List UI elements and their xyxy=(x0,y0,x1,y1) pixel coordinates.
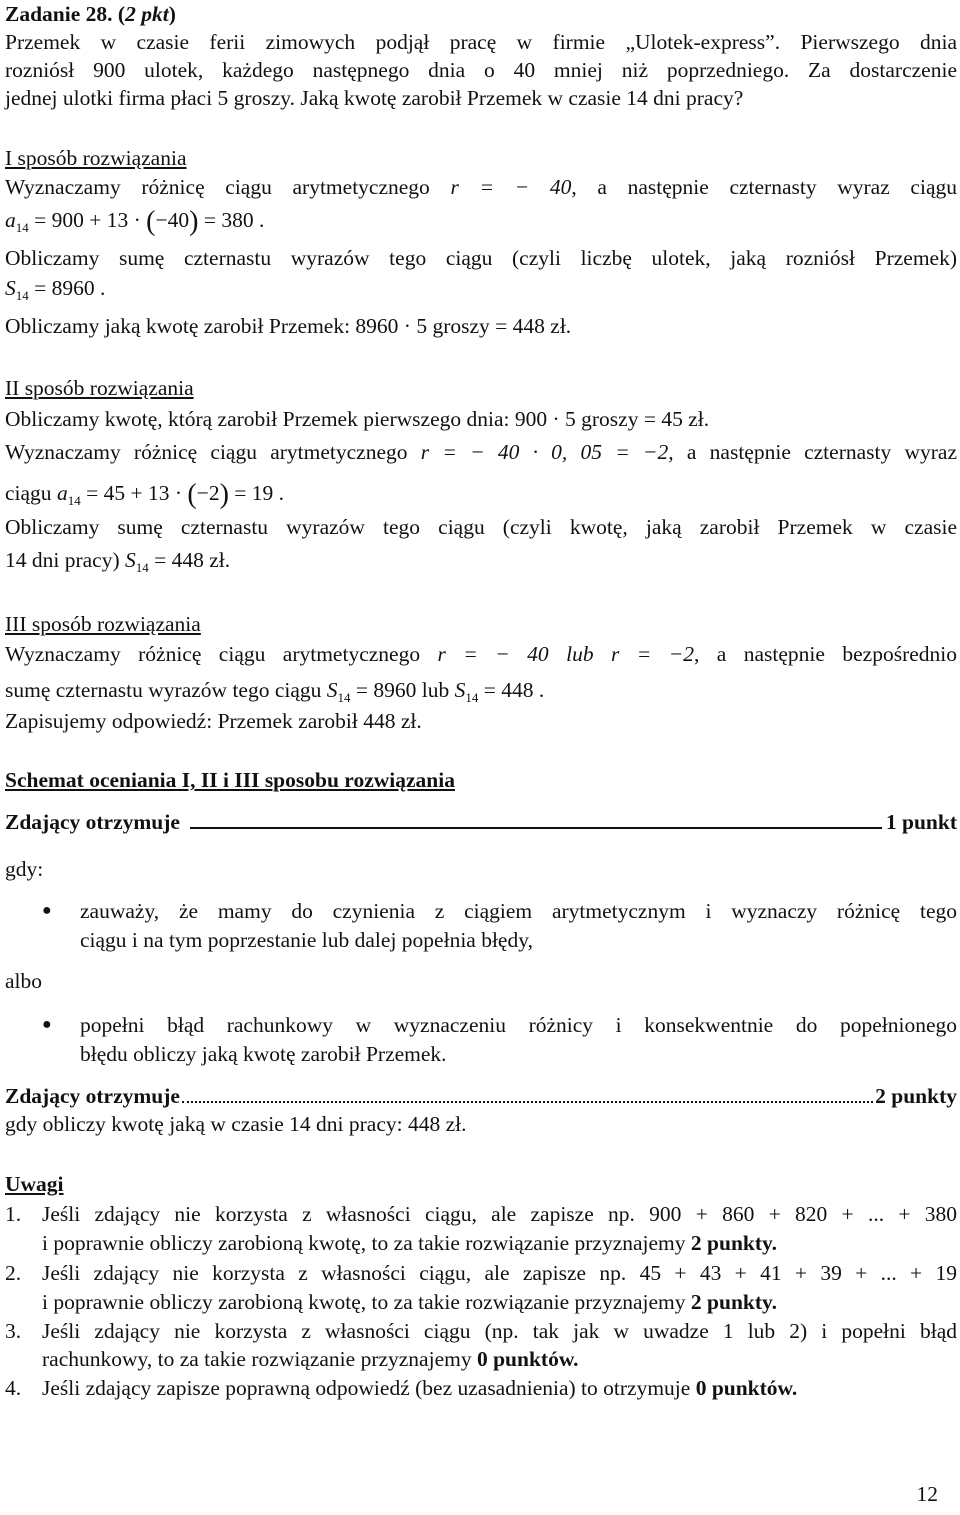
bullet-icon: ● xyxy=(42,902,52,919)
task-text-line: rozniósł 900 ulotek, każdego następnego dnia o 40 mniej niż poprzedniego. Za dostarczenie xyxy=(5,58,957,82)
grade-1-row: Zdający otrzymuje 1 punkt xyxy=(5,810,957,834)
notes-heading: Uwagi xyxy=(5,1172,64,1196)
or-label: albo xyxy=(5,969,43,993)
method2-line: Obliczamy sumę czternastu wyrazów tego ciągu (czyli kwotę, jaką zarobił Przemek w czasie xyxy=(5,515,957,539)
criterion-line: błędu obliczy jaką kwotę zarobił Przemek. xyxy=(80,1042,447,1066)
method3-line: Wyznaczamy różnicę ciągu arytmetycznego r = − 40 lub r = −2, a następnie bezpośrednio xyxy=(5,642,957,666)
note-line: Jeśli zdający nie korzysta z własności ciągu, ale zapisze np. 45 + 43 + 41 + 39 + ... + 19 xyxy=(42,1261,957,1285)
criterion-line: zauważy, że mamy do czynienia z ciągiem arytmetycznym i wyznaczy różnicę tego xyxy=(80,899,957,923)
task-text-line: jednej ulotki firma płaci 5 groszy. Jaką kwotę zarobił Przemek w czasie 14 dni pracy? xyxy=(5,86,744,110)
grade-2-condition: gdy obliczy kwotę jaką w czasie 14 dni pracy: 448 zł. xyxy=(5,1112,467,1136)
page-number: 12 xyxy=(916,1482,938,1506)
method3-heading: III sposób rozwiązania xyxy=(5,612,201,636)
note-line: Jeśli zdający nie korzysta z własności ciągu, ale zapisze np. 900 + 860 + 820 + ... + 380 xyxy=(42,1202,957,1226)
method1-line: Obliczamy jaką kwotę zarobił Przemek: 8960 · 5 groszy = 448 zł. xyxy=(5,314,572,338)
bullet-icon: ● xyxy=(42,1016,52,1033)
criterion-line: ciągu i na tym poprzestanie lub dalej popełnia błędy, xyxy=(80,928,533,952)
method1-line: Wyznaczamy różnicę ciągu arytmetycznego r = − 40, a następnie czternasty wyraz ciągu xyxy=(5,175,957,199)
note-line: Jeśli zdający nie korzysta z własności ciągu (np. tak jak w uwadze 1 lub 2) i popełni błąd xyxy=(42,1319,957,1343)
formula: r = − 40 · 0, 05 = −2 xyxy=(420,440,669,464)
formula: r = − 40 xyxy=(450,175,572,199)
method1-formula-s14: $S_{14} = 8960$ . xyxy=(5,276,106,303)
method2-line: Obliczamy kwotę, którą zarobił Przemek pierwszego dnia: 900 · 5 groszy = 45 zł. xyxy=(5,407,710,431)
criterion-line: popełni błąd rachunkowy w wyznaczeniu różnicy i konsekwentnie do popełnionego xyxy=(80,1013,957,1037)
formula: r = − 40 lub r = −2 xyxy=(437,642,694,666)
note-number: 4. xyxy=(5,1376,22,1400)
method2-line: 14 dni pracy) $S_{14} = 448$ zł. xyxy=(5,548,231,575)
method3-line: Zapisujemy odpowiedź: Przemek zarobił 448 zł. xyxy=(5,709,422,733)
note-line: i poprawnie obliczy zarobioną kwotę, to za takie rozwiązanie przyznajemy 2 punkty. xyxy=(42,1290,777,1314)
method3-line: sumę czternastu wyrazów tego ciągu $S_{14} = 8960$ lub $S_{14} = 448$ . xyxy=(5,678,545,705)
method2-heading: II sposób rozwiązania xyxy=(5,376,194,400)
schema-heading: Schemat oceniania I, II i III sposobu rozwiązania xyxy=(5,768,455,792)
task-title: Zadanie 28. (2 pkt) xyxy=(5,2,176,26)
note-number: 3. xyxy=(5,1319,22,1343)
method2-formula-a14: ciągu $a_{14} = 45 + 13 \cdot (-2) = 19$ . xyxy=(5,479,285,510)
method1-formula-a14: $a_{14} = 900 + 13 \cdot (-40) = 380$ . xyxy=(5,206,265,237)
note-number: 2. xyxy=(5,1261,22,1285)
task-text-line: Przemek w czasie ferii zimowych podjął pracę w firmie „Ulotek-express”. Pierwszego dnia xyxy=(5,30,957,54)
note-number: 1. xyxy=(5,1202,22,1226)
method1-line: Obliczamy sumę czternastu wyrazów tego ciągu (czyli liczbę ulotek, jaką rozniósł Przemek) xyxy=(5,246,957,270)
leader-line xyxy=(190,809,882,829)
when-label: gdy: xyxy=(5,857,44,881)
note-line: rachunkowy, to za takie rozwiązanie przyznajemy 0 punktów. xyxy=(42,1347,579,1371)
note-line: Jeśli zdający zapisze poprawną odpowiedź (bez uzasadnienia) to otrzymuje 0 punktów. xyxy=(42,1376,798,1400)
note-line: i poprawnie obliczy zarobioną kwotę, to za takie rozwiązanie przyznajemy 2 punkty. xyxy=(42,1231,777,1255)
method2-line: Wyznaczamy różnicę ciągu arytmetycznego r = − 40 · 0, 05 = −2, a następnie czternasty wyraz xyxy=(5,440,957,464)
leader-dots xyxy=(182,1083,873,1103)
method1-heading: I sposób rozwiązania xyxy=(5,146,187,170)
grade-2-row: Zdający otrzymuje 2 punkty xyxy=(5,1084,957,1108)
